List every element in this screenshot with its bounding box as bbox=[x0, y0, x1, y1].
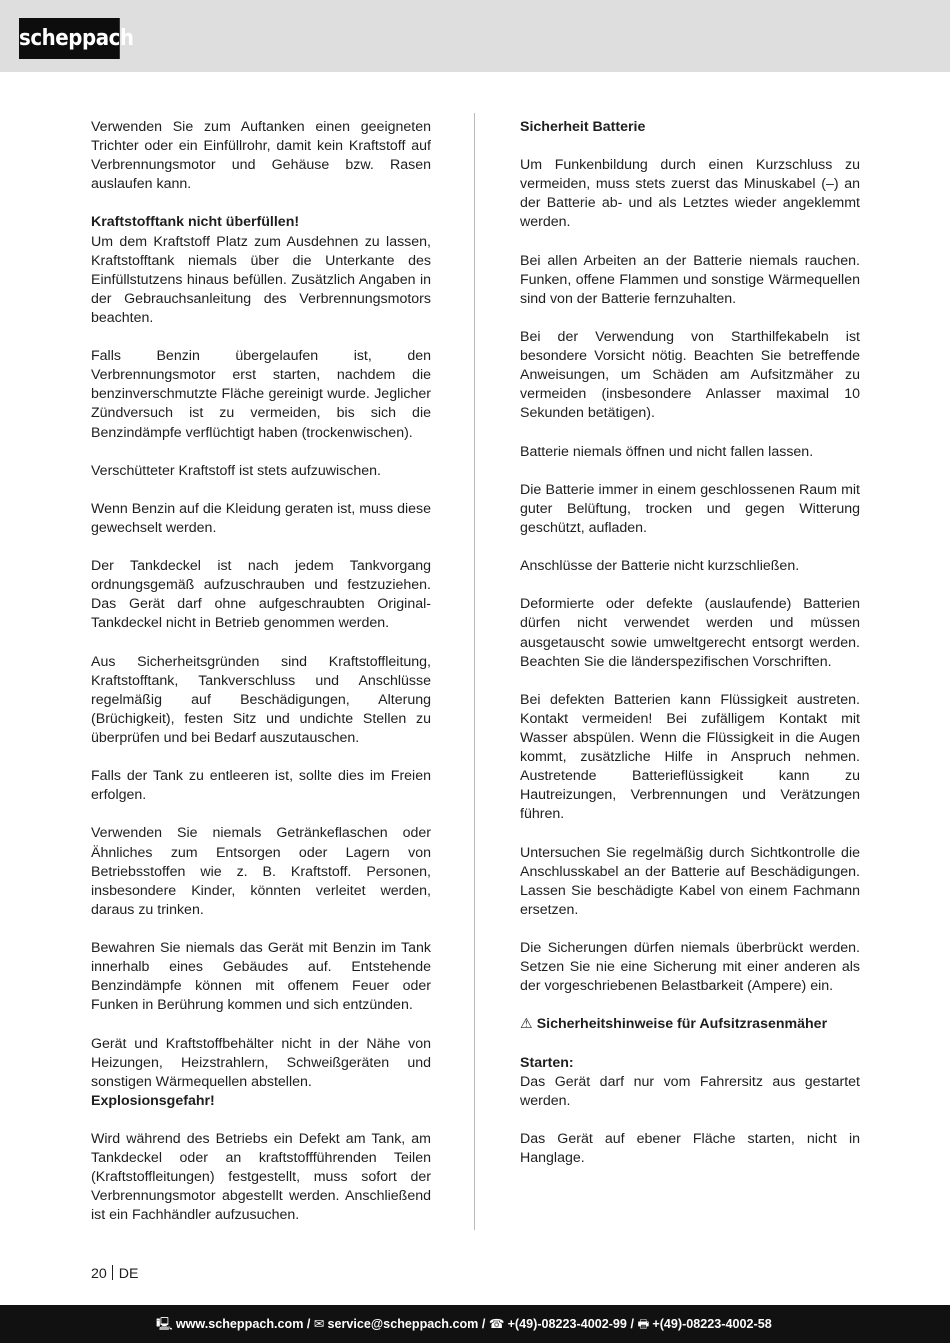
footer-band bbox=[0, 1305, 950, 1343]
paragraph: Verwenden Sie zum Auftanken einen geeigneten Trichter oder ein Einfüllrohr, damit kein Kraftstoff auf Verbrennungsmotor und Gehäuse bzw. Rasen auslaufen kann. bbox=[91, 119, 431, 193]
heading-tank-overfill: Kraftstofftank nicht überfüllen! bbox=[91, 214, 300, 231]
paragraph: Untersuchen Sie regelmäßig durch Sichtkontrolle die Anschlusskabel an der Batterie auf Beschädigungen. Lassen Sie beschädigte Kabel von einem Fachmann ersetzen. bbox=[520, 844, 860, 918]
paragraph: Wenn Benzin auf die Kleidung geraten ist, muss diese gewechselt werden. bbox=[91, 500, 431, 536]
paragraph: Bei der Verwendung von Starthilfekabeln ist besondere Vorsicht nötig. Beachten Sie betreffende Anweisungen, um Schäden am Aufsitzmäher zu vermeiden (insbesondere Anlasser maximal 10 Sekunden betätigen). bbox=[520, 329, 860, 422]
phone-number[interactable]: +(49)-08223-4002-99 bbox=[507, 1317, 627, 1331]
paragraph: Bewahren Sie niemals das Gerät mit Benzin im Tank innerhalb eines Gebäudes auf. Entstehende Benzindämpfe können mit offenem Feuer oder Funken in Berührung kommen und sich entzünden. bbox=[91, 940, 431, 1014]
paragraph: Verwenden Sie niemals Getränkeflaschen oder Ähnliches zum Entsorgen oder Lagern von Betriebsstoffen wie z. B. Kraftstoff. Personen, insbesondere Kinder, könnten verleitet werden, daraus zu trinken. bbox=[91, 825, 431, 918]
page-number-value: 20 bbox=[91, 1266, 107, 1282]
heading-text: Sicherheitshinweise für Aufsitzrasenmäher bbox=[536, 1016, 828, 1033]
language-code: DE bbox=[118, 1266, 139, 1282]
page-number-divider bbox=[112, 1265, 113, 1280]
header-band bbox=[0, 0, 950, 72]
warning-triangle-icon: ⚠ bbox=[520, 1016, 533, 1033]
paragraph: Der Tankdeckel ist nach jedem Tankvorgang ordnungsgemäß aufzuschrauben und festzuziehen. Das Gerät darf ohne aufgeschraubten Original- Tankdeckel nicht in Betrieb genommen werden. bbox=[91, 558, 431, 632]
paragraph: Gerät und Kraftstoffbehälter nicht in der Nähe von Heizungen, Heizstrahlern, Schweißgeräten und sonstigen Wärmequellen abstellen. bbox=[91, 1035, 431, 1090]
paragraph: Bei allen Arbeiten an der Batterie niemals rauchen. Funken, offene Flammen und sonstige Wärmequellen sind von der Batterie fernzuhalten. bbox=[520, 252, 860, 307]
heading-ride-on-mower-safety bbox=[520, 1015, 860, 1034]
footer-contact bbox=[156, 1305, 772, 1343]
explosion-warning: Explosionsgefahr! bbox=[91, 1092, 215, 1109]
separator: / bbox=[306, 1317, 311, 1331]
paragraph: Deformierte oder defekte (auslaufende) Batterien dürfen nicht verwendet werden und müssen ausgetauscht sowie umweltgerecht entsorgt werden. Beachten Sie die länderspezifischen Vorschriften. bbox=[520, 596, 860, 670]
paragraph: Die Batterie immer in einem geschlossenen Raum mit guter Belüftung, trocken und gegen Witterung geschützt, aufladen. bbox=[520, 481, 860, 536]
paragraph: Verschütteter Kraftstoff ist stets aufzuwischen. bbox=[91, 462, 381, 479]
paragraph: Um dem Kraftstoff Platz zum Ausdehnen zu lassen, Kraftstofftank niemals über die Unterkante des Einfüllstutzens hinaus befüllen. Zusätzlich Angaben in der Gebrauchsanleitung des Verbrennungsmotors beachten. bbox=[91, 233, 431, 326]
right-column bbox=[520, 118, 860, 1187]
separator: / bbox=[630, 1317, 634, 1331]
paragraph: Das Gerät darf nur vom Fahrersitz aus gestartet werden. bbox=[520, 1073, 860, 1109]
paragraph: Anschlüsse der Batterie nicht kurzschließen. bbox=[520, 558, 800, 575]
fax-icon: 🖶 bbox=[637, 1317, 650, 1331]
monitor-icon: 🖳 bbox=[156, 1317, 173, 1331]
phone-icon: ☎ bbox=[488, 1317, 505, 1331]
scheppach-logo: scheppach bbox=[19, 18, 120, 59]
paragraph: Die Sicherungen dürfen niemals überbrückt werden. Setzen Sie nie eine Sicherung mit einer anderen als der vorgeschriebenen Belastbarkeit (Ampere) ein. bbox=[520, 940, 860, 995]
paragraph: Falls der Tank zu entleeren ist, sollte dies im Freien erfolgen. bbox=[91, 768, 431, 804]
paragraph: Bei defekten Batterien kann Flüssigkeit austreten. Kontakt vermeiden! Bei zufälligem Kontakt mit Wasser abspülen. Wenn die Flüssigkeit in die Augen kommt, zusätzliche Hilfe in Anspruch nehmen. Austretende Batterieflüssigkeit kann zu Hautreizungen, Verbrennungen und Verätzungen führen. bbox=[520, 691, 860, 823]
paragraph: Das Gerät auf ebener Fläche starten, nicht in Hanglage. bbox=[520, 1130, 860, 1167]
heading-start: Starten: bbox=[520, 1054, 574, 1071]
heading-battery-safety: Sicherheit Batterie bbox=[520, 119, 646, 135]
envelope-icon: ✉ bbox=[313, 1317, 325, 1331]
left-column bbox=[91, 118, 431, 1245]
paragraph: Aus Sicherheitsgründen sind Kraftstoffleitung, Kraftstofftank, Tankverschluss und Anschlüsse regelmäßig auf Beschädigungen, Alterung (Brüchigkeit), festen Sitz und undichte Stellen zu überprüfen und bei Bedarf auszutauschen. bbox=[91, 653, 431, 746]
paragraph: Batterie niemals öffnen und nicht fallen lassen. bbox=[520, 443, 814, 460]
paragraph: Um Funkenbildung durch einen Kurzschluss zu vermeiden, muss stets zuerst das Minuskabel (–) an der Batterie ab- und als Letztes wieder angeklemmt werden. bbox=[520, 157, 860, 231]
email-link[interactable]: service@scheppach.com bbox=[327, 1317, 479, 1331]
separator: / bbox=[481, 1317, 486, 1331]
page-number bbox=[91, 1265, 139, 1283]
website-link[interactable]: www.scheppach.com bbox=[175, 1317, 304, 1331]
fax-number: +(49)-08223-4002-58 bbox=[652, 1317, 772, 1331]
column-divider bbox=[474, 113, 475, 1230]
paragraph: Wird während des Betriebs ein Defekt am Tank, am Tankdeckel oder an kraftstoffführenden Teilen (Kraftstoffleitungen) festgestellt, muss sofort der Verbrennungsmotor abgestellt werden. Anschließend ist ein Fachhändler aufzusuchen. bbox=[91, 1130, 431, 1224]
paragraph: Falls Benzin übergelaufen ist, den Verbrennungsmotor erst starten, nachdem die benzinverschmutzte Fläche gereinigt wurde. Jeglicher Zündversuch ist zu vermeiden, bis sich die Benzindämpfe verflüchtigt haben (trockenwischen). bbox=[91, 348, 431, 441]
